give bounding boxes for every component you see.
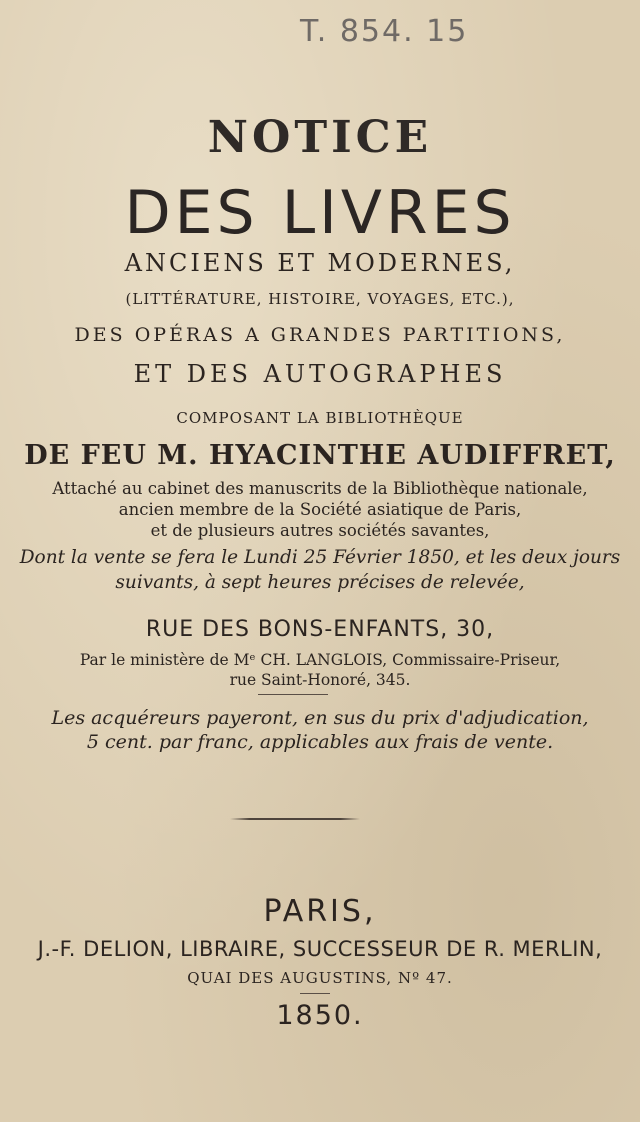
owner-description-1: Attaché au cabinet des manuscrits de la Bibliothèque nationale, — [52, 479, 588, 498]
subtitle-operas: DES OPÉRAS A GRANDES PARTITIONS, — [74, 324, 566, 346]
terms-line-1: Les acquéreurs payeront, en sus du prix d'adjudication, — [51, 707, 589, 729]
auctioneer-line-2: rue Saint-Honoré, 345. — [229, 671, 411, 689]
title-notice: NOTICE — [207, 112, 433, 163]
auctioneer-line-1: Par le ministère de Mᵉ CH. LANGLOIS, Commissaire-Priseur, — [79, 651, 561, 669]
sale-date-line-2: suivants, à sept heures précises de relevée, — [115, 572, 525, 593]
terms-line-2: 5 cent. par franc, applicables aux frais de vente. — [86, 731, 554, 753]
imprint-publisher: J.-F. DELION, LIBRAIRE, SUCCESSEUR DE R. MERLIN, — [37, 937, 603, 961]
composant-line: COMPOSANT LA BIBLIOTHÈQUE — [176, 409, 464, 427]
subtitle-subjects: (LITTÉRATURE, HISTOIRE, VOYAGES, ETC.), — [125, 290, 515, 308]
sale-date-line-1: Dont la vente se fera le Lundi 25 Février 1850, et les deux jours — [19, 547, 621, 568]
divider-tiny — [300, 993, 330, 994]
imprint-city: PARIS, — [263, 894, 377, 929]
imprint-address: QUAI DES AUGUSTINS, Nº 47. — [187, 969, 453, 987]
imprint-year: 1850. — [276, 1000, 364, 1031]
subtitle-autographes: ET DES AUTOGRAPHES — [133, 360, 507, 388]
owner-description-2: ancien membre de la Société asiatique de Paris, — [118, 500, 522, 519]
divider-small — [258, 694, 328, 695]
sale-address: RUE DES BONS-ENFANTS, 30, — [145, 617, 495, 642]
subtitle-anciens: ANCIENS ET MODERNES, — [124, 249, 516, 277]
title-des-livres: DES LIVRES — [124, 178, 516, 248]
divider-ornamental — [230, 818, 360, 820]
owner-description-3: et de plusieurs autres sociétés savantes, — [150, 521, 490, 540]
shelfmark: T. 854. 15 — [300, 14, 469, 49]
owner-name: DE FEU M. HYACINTHE AUDIFFRET, — [24, 440, 616, 471]
